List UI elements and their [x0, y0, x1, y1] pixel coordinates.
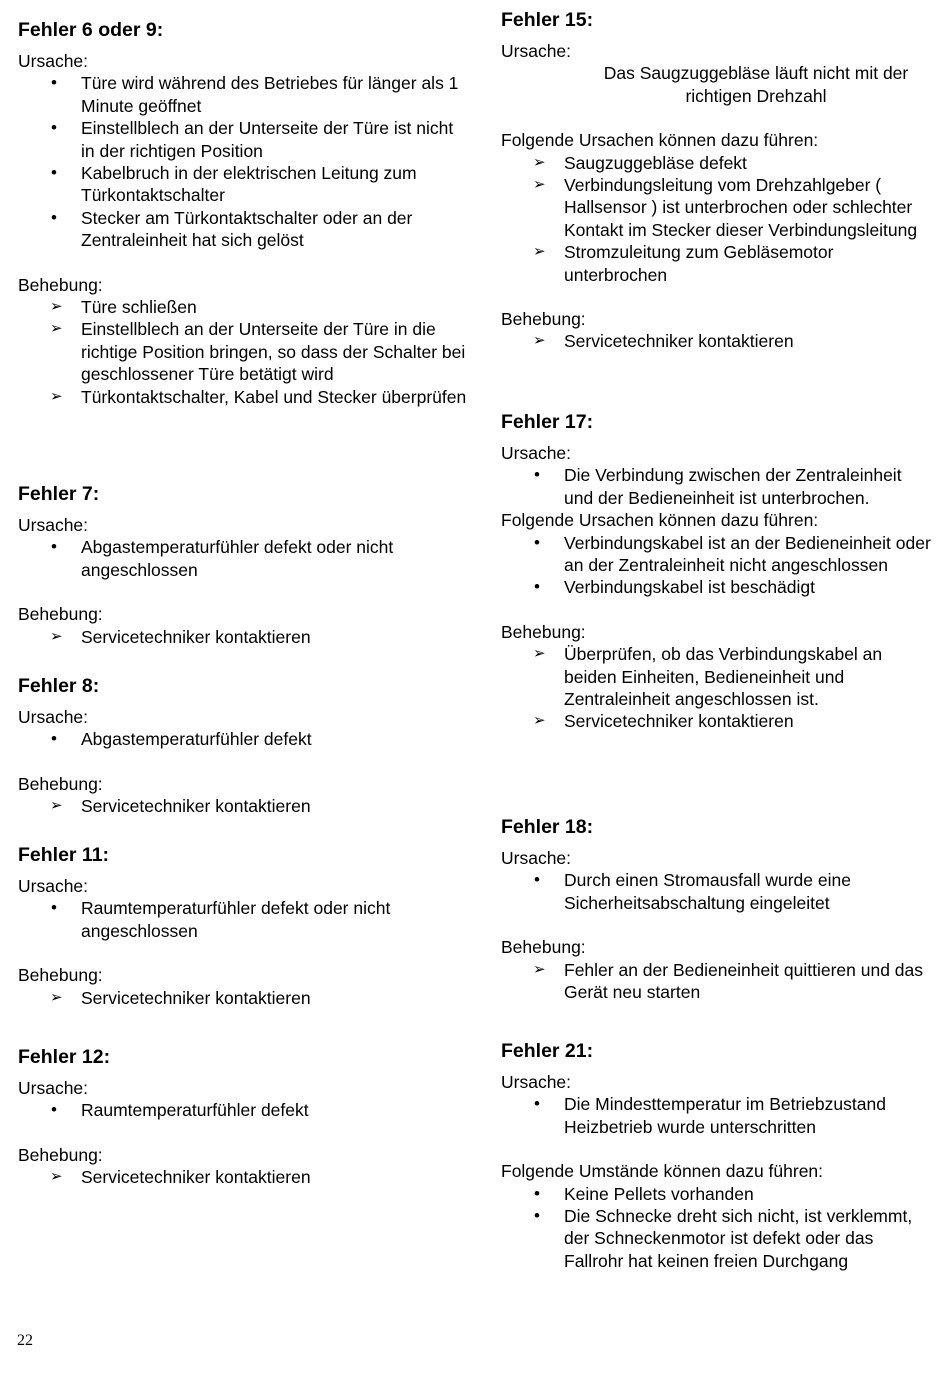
list-item: • Raumtemperaturfühler defekt — [51, 1100, 309, 1121]
list-item: • Durch einen Stromausfall wurde eine Sicherheitsabschaltung eingeleitet — [534, 870, 851, 913]
arrow-bullet-icon: ➢ — [50, 387, 63, 405]
arrow-bullet-icon: ➢ — [533, 960, 546, 978]
bullet-icon: • — [534, 577, 540, 597]
arrow-bullet-icon: ➢ — [50, 797, 63, 815]
error-section-17 — [501, 410, 931, 733]
bullet-icon: • — [51, 207, 57, 227]
remedy-list — [18, 296, 468, 408]
arrow-bullet-icon: ➢ — [50, 298, 63, 316]
bullet-icon: • — [534, 1206, 540, 1226]
remedy-label: Behebung: — [18, 274, 103, 295]
bullet-icon: • — [534, 870, 540, 890]
cause-list — [501, 869, 931, 914]
remedy-label: Behebung: — [501, 309, 586, 330]
error-title: Fehler 12: — [18, 1046, 111, 1068]
reasons-label: Folgende Umstände können dazu führen: — [501, 1161, 824, 1182]
cause-label: Ursache: — [501, 848, 572, 868]
bullet-icon: • — [51, 537, 57, 557]
arrow-bullet-icon: ➢ — [50, 320, 63, 338]
cause-text: Das Saugzuggebläse läuft nicht mit der richtigen Drehzahl — [603, 63, 909, 106]
error-title: Fehler 17: — [501, 411, 594, 433]
cause-list — [18, 728, 468, 750]
list-item: ➢ Servicetechniker kontaktieren — [533, 331, 794, 352]
error-section-7 — [18, 482, 468, 648]
list-item: • Verbindungskabel ist an der Bedieneinheit oder an der Zentraleinheit nicht angeschlossen — [534, 532, 931, 576]
remedy-list — [18, 987, 468, 1009]
list-item: • Die Schnecke dreht sich nicht, ist verklemmt, der Schneckenmotor ist defekt oder das Fallrohr hat keinen freien Durchgang — [534, 1206, 913, 1271]
error-title: Fehler 11: — [18, 844, 110, 866]
arrow-bullet-icon: ➢ — [50, 1168, 63, 1186]
cause-label: Ursache: — [501, 443, 572, 463]
cause-label: Ursache: — [18, 51, 89, 71]
error-section-11 — [18, 843, 468, 1009]
reasons-label: Folgende Ursachen können dazu führen: — [501, 510, 819, 531]
list-item: • Stecker am Türkontaktschalter oder an der Zentraleinheit hat sich gelöst — [51, 207, 413, 251]
list-item: ➢ Servicetechniker kontaktieren — [50, 987, 311, 1008]
bullet-icon: • — [51, 73, 57, 93]
list-item: • Einstellblech an der Unterseite der Türe ist nicht in der richtigen Position — [51, 118, 454, 161]
list-item: • Verbindungskabel ist beschädigt — [534, 577, 816, 598]
remedy-list — [18, 795, 468, 817]
remedy-list — [501, 330, 931, 352]
remedy-label: Behebung: — [501, 937, 586, 958]
cause-label: Ursache: — [18, 876, 89, 896]
cause-label: Ursache: — [501, 1072, 572, 1092]
cause-list — [18, 897, 468, 942]
remedy-list — [18, 1166, 468, 1188]
remedy-label: Behebung: — [501, 621, 586, 642]
cause-label: Ursache: — [18, 515, 89, 535]
list-item: ➢ Servicetechniker kontaktieren — [50, 626, 311, 647]
error-section-21 — [501, 1039, 931, 1272]
remedy-list — [501, 643, 931, 733]
arrow-bullet-icon: ➢ — [533, 645, 546, 663]
arrow-bullet-icon: ➢ — [50, 988, 63, 1006]
arrow-bullet-icon: ➢ — [533, 332, 546, 350]
bullet-icon: • — [51, 118, 57, 138]
list-item: ➢ Verbindungsleitung vom Drehzahlgeber ( Hallsensor ) ist unterbrochen oder schlechter Kontakt im Stecker dieser Verbindungsleitung — [533, 175, 918, 240]
bullet-icon: • — [51, 729, 57, 749]
error-section-8 — [18, 674, 468, 818]
error-title: Fehler 8: — [18, 675, 100, 697]
remedy-label: Behebung: — [18, 1144, 103, 1165]
error-title: Fehler 18: — [501, 816, 594, 838]
bullet-icon: • — [51, 1100, 57, 1120]
cause-label: Ursache: — [18, 1078, 89, 1098]
arrow-bullet-icon: ➢ — [533, 176, 546, 194]
reasons-label: Folgende Ursachen können dazu führen: — [501, 130, 819, 151]
cause-list — [18, 536, 468, 581]
list-item: ➢ Servicetechniker kontaktieren — [50, 1167, 311, 1188]
list-item: ➢ Türkontaktschalter, Kabel und Stecker überprüfen — [50, 386, 467, 407]
list-item: • Abgastemperaturfühler defekt oder nicht angeschlossen — [51, 537, 394, 580]
remedy-label: Behebung: — [18, 965, 103, 986]
error-title: Fehler 7: — [18, 483, 100, 505]
list-item: ➢ Saugzuggebläse defekt — [533, 152, 747, 173]
list-item: • Die Verbindung zwischen der Zentraleinheit und der Bedieneinheit ist unterbrochen. — [534, 465, 902, 508]
remedy-list — [501, 959, 931, 1004]
remedy-list — [18, 626, 468, 648]
cause-list — [501, 464, 931, 509]
list-item: ➢ Servicetechniker kontaktieren — [50, 796, 311, 817]
cause-label: Ursache: — [18, 707, 89, 727]
cause-label: Ursache: — [501, 41, 572, 61]
reasons-list — [501, 152, 931, 286]
list-item: • Keine Pellets vorhanden — [534, 1183, 754, 1204]
arrow-bullet-icon: ➢ — [533, 712, 546, 730]
error-title: Fehler 21: — [501, 1040, 594, 1062]
error-section-18 — [501, 815, 931, 1003]
list-item: • Abgastemperaturfühler defekt — [51, 729, 312, 750]
remedy-label: Behebung: — [18, 773, 103, 794]
bullet-icon: • — [534, 465, 540, 485]
list-item: ➢ Fehler an der Bedieneinheit quittieren und das Gerät neu starten — [533, 959, 923, 1003]
reasons-list — [501, 532, 931, 599]
error-title: Fehler 6 oder 9: — [18, 19, 164, 41]
list-item: • Die Mindesttemperatur im Betriebzustand Heizbetrieb wurde unterschritten — [534, 1094, 886, 1137]
list-item: ➢ Einstellblech an der Unterseite der Türe in die richtige Position bringen, so dass der Schalter bei geschlossener Türe betätigt wird — [50, 319, 466, 385]
bullet-icon: • — [534, 1183, 540, 1203]
bullet-icon: • — [51, 163, 57, 183]
page-number: 22 — [17, 1332, 33, 1349]
list-item: ➢ Servicetechniker kontaktieren — [533, 711, 794, 732]
remedy-label: Behebung: — [18, 604, 103, 625]
bullet-icon: • — [51, 898, 57, 918]
list-item: ➢ Türe schließen — [50, 297, 197, 318]
arrow-bullet-icon: ➢ — [533, 243, 546, 261]
arrow-bullet-icon: ➢ — [50, 627, 63, 645]
error-title: Fehler 15: — [501, 9, 594, 31]
error-section-6-9 — [18, 18, 468, 408]
error-section-12 — [18, 1045, 468, 1189]
error-section-15 — [501, 8, 931, 353]
list-item: • Kabelbruch in der elektrischen Leitung zum Türkontaktschalter — [51, 163, 417, 206]
bullet-icon: • — [534, 532, 540, 552]
cause-list — [501, 1093, 931, 1138]
reasons-list — [501, 1183, 931, 1273]
bullet-icon: • — [534, 1094, 540, 1114]
cause-list — [18, 72, 468, 251]
cause-list — [18, 1099, 468, 1121]
list-item: • Raumtemperaturfühler defekt oder nicht angeschlossen — [51, 898, 391, 941]
arrow-bullet-icon: ➢ — [533, 153, 546, 171]
list-item: • Türe wird während des Betriebes für länger als 1 Minute geöffnet — [51, 73, 459, 116]
list-item: ➢ Überprüfen, ob das Verbindungskabel an beiden Einheiten, Bedieneinheit und Zentraleinheit angeschlossen ist. — [533, 644, 883, 710]
list-item: ➢ Stromzuleitung zum Gebläsemotor unterbrochen — [533, 242, 834, 285]
